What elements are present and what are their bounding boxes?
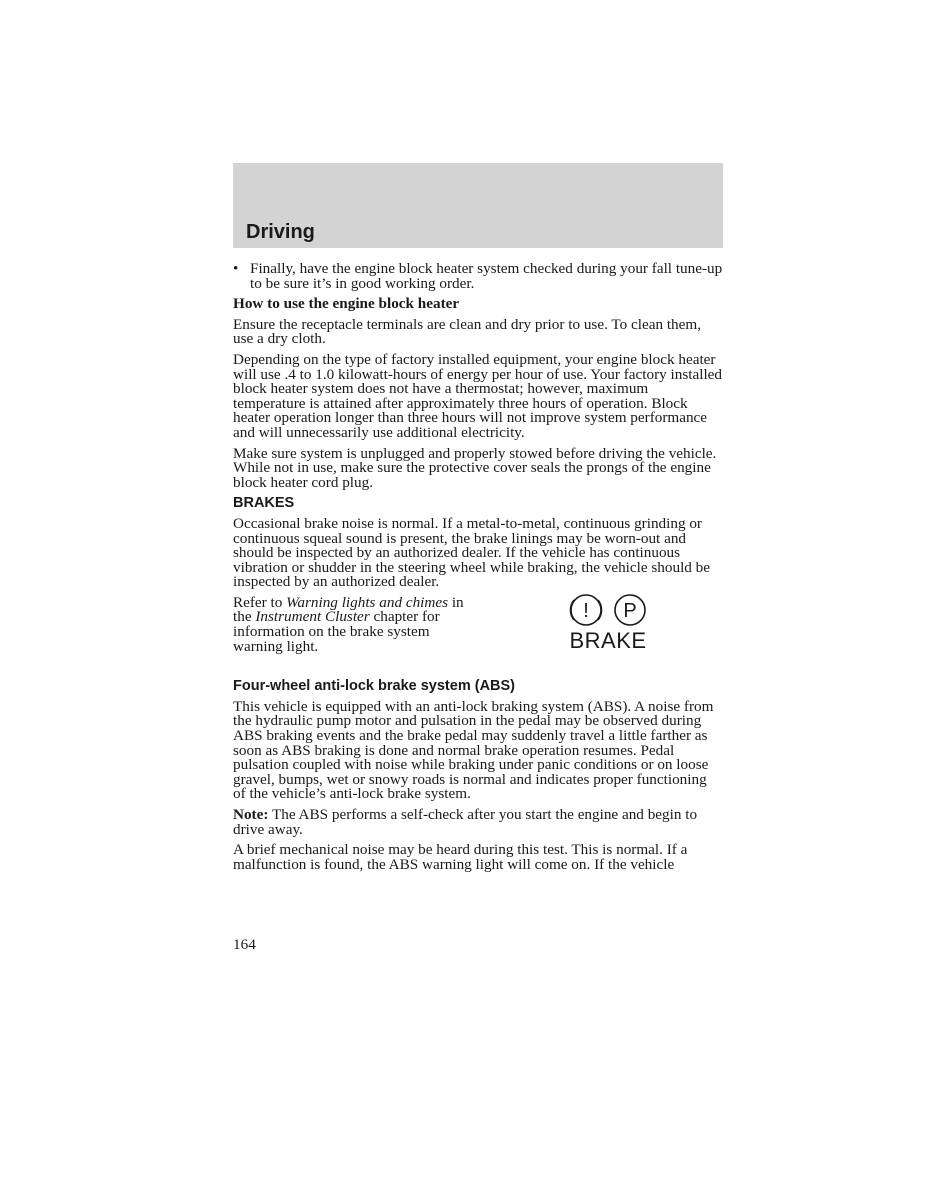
refer-paragraph: Refer to Warning lights and chimes in the Instrument Cluster chapter for information on the brake system warning light. xyxy=(233,593,464,655)
brake-noise-paragraph: Occasional brake noise is normal. If a metal-to-metal, continuous grinding or continuous squeal sound is present, the brake linings may be worn-out and should be inspected by an authorized dealer. If the vehicle has continuous vibration or shudder in the steering wheel while braking, the vehicle should be inspected by an authorized dealer. xyxy=(233,514,711,591)
brakes-heading: BRAKES xyxy=(233,495,295,512)
brake-warning-reference xyxy=(233,593,723,655)
bullet-item xyxy=(233,262,723,291)
receptacle-paragraph: Ensure the receptacle terminals are clean and dry prior to use. To clean them, use a dry cloth. xyxy=(233,315,702,348)
energy-paragraph: Depending on the type of factory installed equipment, your engine block heater will use .4 to 1.0 kilowatt-hours of energy per hour of use. Your factory installed block heater system does not have a thermostat; however, maximum temperature is attained after approximately three hours of operation. Block heater operation longer than three hours will not improve system performance and will unnecessarily use additional electricity. xyxy=(233,350,723,441)
block-heater-heading: How to use the engine block heater xyxy=(233,295,460,313)
note-text: The ABS performs a self-check after you start the engine and begin to drive away. xyxy=(233,806,698,838)
brake-icons xyxy=(568,592,648,628)
section-title: Driving xyxy=(246,221,315,243)
bullet-icon: • xyxy=(233,260,239,277)
abs-heading: Four-wheel anti-lock brake system (ABS) xyxy=(233,678,516,695)
instrument-cluster-reference: Instrument Cluster xyxy=(255,608,370,626)
warning-lights-reference: Warning lights and chimes xyxy=(286,593,449,611)
parking-brake-icon xyxy=(612,592,648,628)
note-label: Note: xyxy=(233,806,269,823)
bullet-text: Finally, have the engine block heater system checked during your fall tune-up to be sure it’s in good working order. xyxy=(250,260,723,292)
brake-warning-symbol xyxy=(563,596,653,653)
unplugged-paragraph: Make sure system is unplugged and properly stowed before driving the vehicle. While not in use, make sure the protective cover seals the prongs of the engine block heater cord plug. xyxy=(233,444,717,491)
note-paragraph xyxy=(233,808,723,837)
abs-paragraph: This vehicle is equipped with an anti-lock braking system (ABS). A noise from the hydraulic pump motor and pulsation in the pedal may be observed during ABS braking events and the brake pedal may suddenly travel a little farther as soon as ABS braking is done and normal brake operation resumes. Pedal pulsation coupled with noise while braking under panic conditions or on loose gravel, bumps, wet or snowy roads is normal and indicates proper functioning of the vehicle’s anti-lock brake system. xyxy=(233,697,714,803)
mechanical-noise-paragraph: A brief mechanical noise may be heard during this test. This is normal. If a malfunction is found, the ABS warning light will come on. If the vehicle xyxy=(233,841,688,873)
exclamation-glyph: ! xyxy=(583,599,589,622)
brake-caption: BRAKE xyxy=(569,627,647,653)
page-number: 164 xyxy=(233,936,256,953)
section-header-band xyxy=(233,163,723,248)
brake-exclamation-icon xyxy=(568,592,604,628)
park-glyph: P xyxy=(623,599,637,622)
page-content xyxy=(233,262,723,878)
